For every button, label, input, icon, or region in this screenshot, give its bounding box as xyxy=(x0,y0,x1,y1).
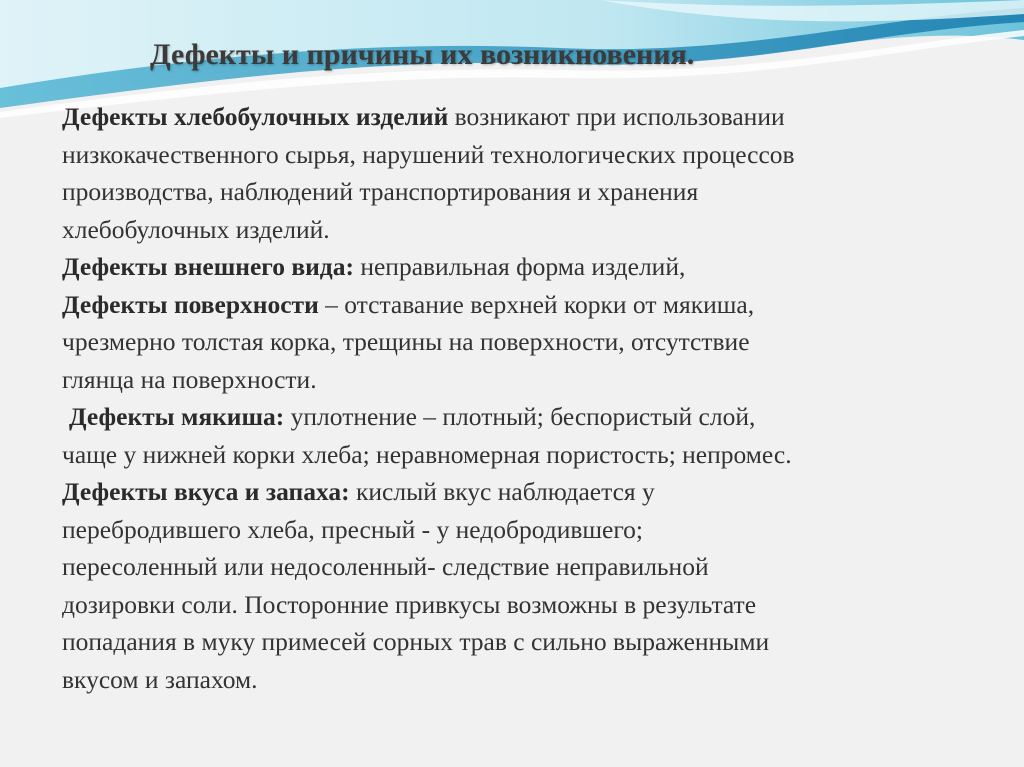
bold-term: Дефекты хлебобулочных изделий xyxy=(62,102,449,131)
text-line xyxy=(62,361,982,399)
line-text: дозировки соли. Посторонние привкусы возможны в результате xyxy=(62,589,757,619)
text-line xyxy=(62,586,982,624)
text-line xyxy=(62,436,982,474)
text-line xyxy=(62,511,982,549)
text-line xyxy=(62,623,982,661)
line-text: попадания в муку примесей сорных трав с сильно выраженными xyxy=(62,627,770,656)
line-text: неправильная форма изделий, xyxy=(353,252,686,281)
line-text: уплотнение – плотный; беспористый слой, xyxy=(284,402,756,431)
line-text: – отставание верхней корки от мякиша, xyxy=(318,289,755,319)
text-line xyxy=(62,661,982,699)
line-text: чаще у нижней корки хлеба; неравномерная пористость; непромес. xyxy=(62,439,792,469)
body-text xyxy=(62,98,982,698)
bold-term: Дефекты поверхности xyxy=(62,289,319,319)
text-line xyxy=(62,323,982,361)
line-text: вкусом и запахом. xyxy=(62,664,258,694)
line-text: перебродившего хлеба, пресный - у недобродившего; xyxy=(62,514,643,544)
text-line xyxy=(62,98,982,136)
line-text: хлебобулочных изделий. xyxy=(62,214,330,244)
line-text: низкокачественного сырья, нарушений технологических процессов xyxy=(62,139,795,169)
line-text: чрезмерно толстая корка, трещины на поверхности, отсутствие xyxy=(62,327,750,356)
bold-term: Дефекты вкуса и запаха: xyxy=(62,477,350,506)
text-line xyxy=(62,286,982,324)
slide-title: Дефекты и причины их возникновения. xyxy=(150,38,695,71)
text-line xyxy=(62,173,982,211)
text-line xyxy=(62,548,982,586)
text-line xyxy=(62,248,982,286)
text-line xyxy=(62,398,982,436)
line-text: возникают при использовании xyxy=(448,102,785,131)
bold-term: Дефекты мякиша: xyxy=(69,402,285,431)
line-text: кислый вкус наблюдается у xyxy=(349,477,655,506)
line-text: производства, наблюдений транспортирования и хранения xyxy=(62,177,699,206)
bold-term: Дефекты внешнего вида: xyxy=(62,252,354,281)
text-line xyxy=(62,136,982,174)
line-text: глянца на поверхности. xyxy=(62,364,317,394)
text-line xyxy=(62,211,982,249)
line-text: пересоленный или недосоленный- следствие неправильной xyxy=(62,552,709,581)
text-line xyxy=(62,473,982,511)
